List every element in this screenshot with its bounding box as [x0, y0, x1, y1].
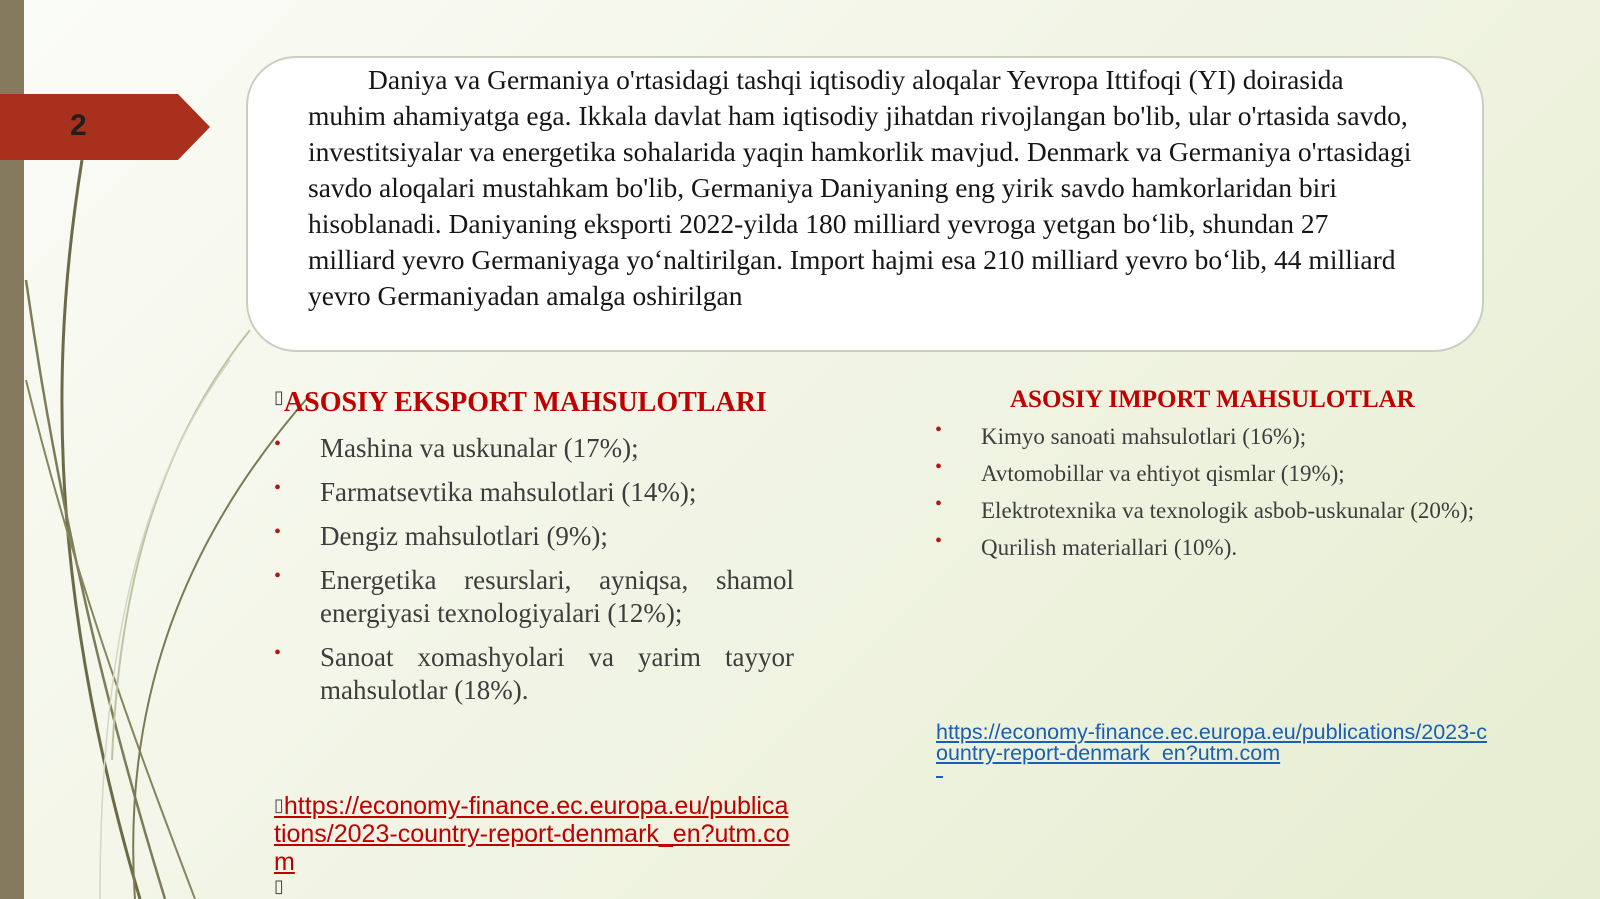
export-heading-text: ASOSIY EKSPORT MAHSULOTLARI — [283, 387, 767, 418]
list-item-text: Kimyo sanoati mahsulotlari (16%); — [981, 424, 1307, 449]
list-item — [274, 432, 794, 465]
export-heading — [274, 387, 767, 419]
bullet-icon: • — [274, 433, 282, 455]
slide-number: 2 — [70, 109, 87, 142]
import-source-link[interactable]: https://economy-finance.ec.europa.eu/publications/2023-country-report-denmark_en?utm.com — [936, 720, 1487, 765]
missing-glyph-icon: ▯ — [274, 876, 284, 897]
export-list — [274, 432, 794, 718]
export-source-link[interactable] — [274, 792, 794, 876]
import-heading: ASOSIY IMPORT MAHSULOTLAR — [1010, 386, 1415, 413]
bullet-icon: • — [935, 419, 943, 441]
import-list — [935, 419, 1497, 572]
bullet-icon: • — [935, 456, 943, 478]
list-item — [274, 641, 794, 707]
list-item — [935, 456, 1497, 486]
export-source-link-text: https://economy-finance.ec.europa.eu/publications/2023-country-report-denmark_en?utm.com — [274, 792, 790, 876]
list-item-text: Elektrotexnika va texnologik asbob-uskunalar (20%); — [981, 498, 1475, 523]
list-item — [935, 493, 1497, 523]
intro-paragraph: Daniya va Germaniya o'rtasidagi tashqi iqtisodiy aloqalar Yevropa Ittifoqi (YI) doirasida muhim ahamiyatga ega. Ikkala davlat ham iqtisodiy jihatdan rivojlangan bo'lib, ular o'rtasida savdo, investitsiyalar va energetika sohalarida yaqin hamkorlik mavjud. Denmark va Germaniya o'rtasidagi savdo aloqalari mustahkam bo'lib, Germaniya Daniyaning eng yirik savdo hamkorlaridan biri hisoblanadi. Daniyaning eksporti 2022-yilda 180 milliard yevroga yetgan bo‘lib, shundan 27 milliard yevro Germaniyaga yo‘naltirilgan. Import hajmi esa 210 milliard yevro bo‘lib, 44 milliard yevro Germaniyadan amalga oshirilgan — [308, 64, 1412, 311]
list-item — [274, 520, 794, 553]
list-item — [935, 419, 1497, 449]
list-item-text: Sanoat xomashyolari va yarim tayyor mahsulotlar (18%). — [320, 642, 794, 705]
list-item-text: Dengiz mahsulotlari (9%); — [320, 521, 608, 551]
list-item — [274, 564, 794, 630]
link-underline-stub — [936, 764, 943, 778]
bullet-icon: • — [274, 565, 282, 587]
missing-glyph-icon: ▯ — [274, 387, 284, 408]
bullet-icon: • — [274, 477, 282, 499]
list-item — [935, 530, 1497, 560]
list-item-text: Energetika resurslari, ayniqsa, shamol energiyasi texnologiyalari (12%); — [320, 565, 794, 628]
bullet-icon: • — [274, 521, 282, 543]
bullet-icon: • — [935, 493, 943, 515]
list-item-text: Farmatsevtika mahsulotlari (14%); — [320, 477, 697, 507]
list-item-text: Qurilish materiallari (10%). — [981, 535, 1238, 560]
list-item-text: Mashina va uskunalar (17%); — [320, 433, 639, 463]
bullet-icon: • — [935, 530, 943, 552]
bullet-icon: • — [274, 642, 282, 664]
list-item — [274, 476, 794, 509]
list-item-text: Avtomobillar va ehtiyot qismlar (19%); — [981, 461, 1345, 486]
missing-glyph-icon: ▯ — [274, 795, 284, 816]
